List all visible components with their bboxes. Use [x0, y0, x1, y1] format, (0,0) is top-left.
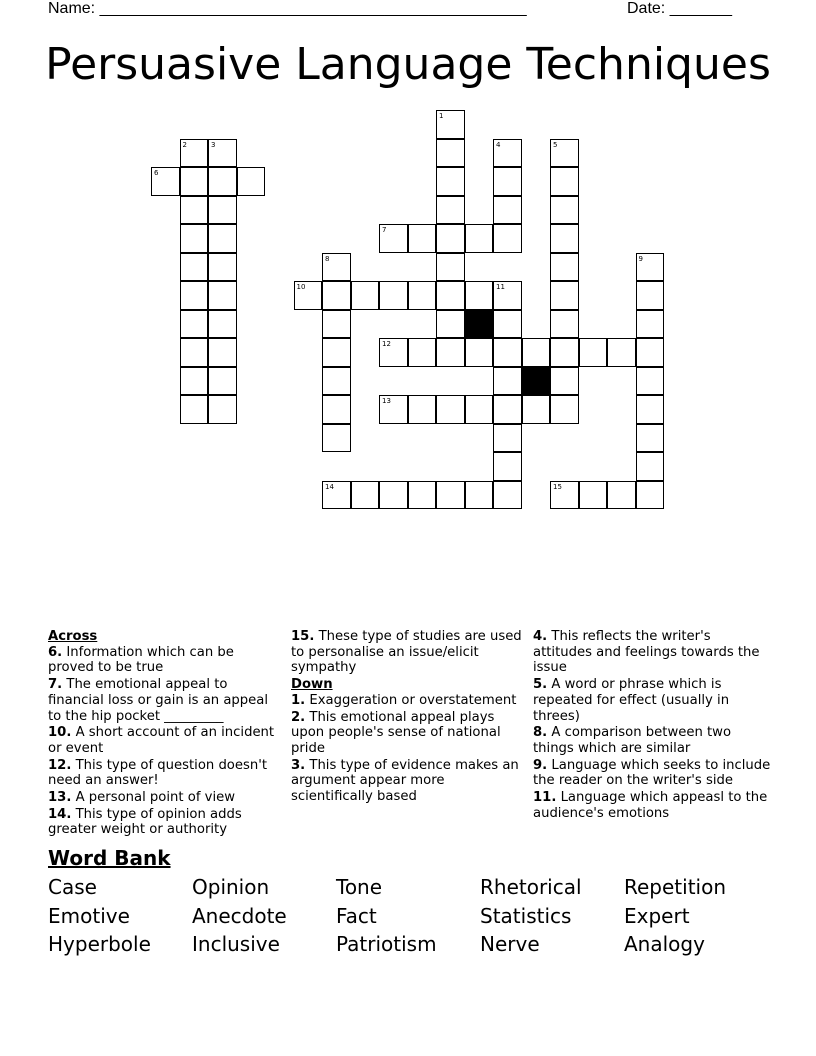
word-bank-word: Repetition	[624, 875, 727, 899]
clue-item: 12. This type of question doesn't need an answer!	[48, 757, 268, 789]
clue-number: 4	[496, 140, 501, 149]
grid-cell[interactable]	[436, 310, 465, 339]
grid-cell[interactable]	[180, 310, 209, 339]
clue-number: 15	[553, 482, 562, 491]
clue-column-1	[48, 629, 280, 839]
grid-cell[interactable]	[351, 481, 380, 510]
grid-cell[interactable]	[550, 367, 579, 396]
grid-cell[interactable]	[493, 281, 522, 310]
grid-cell[interactable]	[436, 253, 465, 282]
clue-item: 14. This type of opinion adds greater weight or authority	[48, 806, 242, 838]
grid-cell[interactable]	[493, 139, 522, 168]
grid-cell[interactable]	[493, 452, 522, 481]
grid-cell[interactable]	[436, 281, 465, 310]
grid-cell[interactable]	[493, 196, 522, 225]
grid-cell[interactable]	[379, 481, 408, 510]
grid-cell[interactable]	[322, 481, 351, 510]
word-bank-word: Inclusive	[192, 932, 280, 956]
grid-cell[interactable]	[436, 196, 465, 225]
word-bank-word: Expert	[624, 903, 690, 928]
grid-cell[interactable]	[522, 338, 551, 367]
across-heading: Across	[48, 629, 98, 644]
name-field[interactable]: Name: ________________________________________________	[48, 0, 527, 17]
word-bank-word: Rhetorical	[480, 875, 582, 899]
grid-cell[interactable]	[636, 395, 665, 424]
clue-item: 8. A comparison between two things which are similar	[533, 725, 732, 756]
grid-cell[interactable]	[436, 338, 465, 367]
grid-cell[interactable]	[636, 367, 665, 396]
page-title: Persuasive Language Techniques	[45, 39, 771, 90]
clue-item: 3. This type of evidence makes an argument appear more scientifically based	[291, 757, 519, 805]
clue-item: 5. A word or phrase which is repeated for effect (usually in threes)	[533, 677, 730, 724]
grid-cell[interactable]	[465, 224, 494, 253]
grid-cell[interactable]	[180, 224, 209, 253]
clue-column-2	[291, 629, 523, 806]
clue-item: 4. This reflects the writer's attitudes and feelings towards the issue	[533, 629, 760, 676]
grid-cell[interactable]	[436, 110, 465, 139]
grid-cell[interactable]	[208, 139, 237, 168]
grid-cell[interactable]	[408, 281, 437, 310]
grid-cell[interactable]	[579, 481, 608, 510]
grid-cell[interactable]	[322, 367, 351, 396]
grid-cell[interactable]	[322, 310, 351, 339]
clue-item: 7. The emotional appeal to financial loss or gain is an appeal to the hip pocket _________	[48, 677, 269, 724]
clue-item: 1. Exaggeration or overstatement	[291, 692, 517, 708]
grid-cell[interactable]	[579, 338, 608, 367]
grid-cell[interactable]	[636, 424, 665, 453]
grid-cell[interactable]	[436, 139, 465, 168]
word-bank-word: Case	[48, 875, 97, 899]
grid-cell[interactable]	[436, 224, 465, 253]
grid-cell[interactable]	[465, 481, 494, 510]
grid-cell[interactable]	[636, 338, 665, 367]
grid-cell[interactable]	[322, 338, 351, 367]
grid-cell[interactable]	[607, 481, 636, 510]
grid-cell[interactable]	[180, 281, 209, 310]
grid-cell[interactable]	[550, 395, 579, 424]
clue-item: 10. A short account of an incident or event	[48, 725, 275, 756]
word-bank-title: Word Bank	[48, 846, 171, 870]
grid-cell[interactable]	[493, 338, 522, 367]
grid-cell[interactable]	[208, 253, 237, 282]
clue-item: 2. This emotional appeal plays upon people's sense of national pride	[291, 709, 501, 756]
grid-cell[interactable]	[436, 395, 465, 424]
clue-number: 10	[296, 283, 306, 291]
grid-cell[interactable]	[208, 395, 237, 424]
grid-cell[interactable]	[465, 338, 494, 367]
word-bank-word: Nerve	[480, 932, 540, 956]
grid-cell[interactable]	[208, 310, 237, 339]
grid-cell[interactable]	[493, 310, 522, 339]
grid-cell[interactable]	[408, 224, 437, 253]
grid-cell[interactable]	[322, 424, 351, 453]
grid-cell[interactable]	[408, 481, 437, 510]
word-bank-word: Hyperbole	[48, 932, 151, 956]
grid-cell[interactable]	[208, 367, 237, 396]
grid-cell[interactable]	[408, 338, 437, 367]
clue-number: 11	[496, 283, 505, 291]
blocked-cell	[465, 310, 494, 339]
grid-cell[interactable]	[636, 310, 665, 339]
grid-cell[interactable]	[436, 481, 465, 510]
grid-cell[interactable]	[493, 424, 522, 453]
clue-number: 6	[154, 169, 159, 177]
grid-cell[interactable]	[180, 196, 209, 225]
grid-cell[interactable]	[550, 310, 579, 339]
clue-item: 6. Information which can be proved to be true	[48, 644, 234, 676]
grid-cell[interactable]	[636, 481, 665, 510]
grid-cell[interactable]	[180, 167, 209, 196]
grid-cell[interactable]	[208, 338, 237, 367]
word-bank-word: Anecdote	[192, 903, 287, 928]
clue-number: 13	[382, 397, 391, 405]
clue-item: 13. A personal point of view	[48, 790, 236, 806]
grid-cell[interactable]	[522, 395, 551, 424]
grid-cell[interactable]	[180, 139, 209, 168]
grid-cell[interactable]	[322, 281, 351, 310]
word-bank-word: Fact	[336, 903, 377, 928]
grid-cell[interactable]	[493, 395, 522, 424]
clue-number: 9	[638, 254, 643, 263]
grid-cell[interactable]	[379, 395, 408, 424]
grid-cell[interactable]	[550, 139, 579, 168]
word-bank-word: Patriotism	[336, 932, 437, 956]
grid-cell[interactable]	[550, 281, 579, 310]
clue-number: 5	[553, 140, 558, 149]
clue-number: 7	[382, 226, 387, 234]
word-bank-word: Emotive	[48, 903, 130, 928]
grid-cell[interactable]	[493, 367, 522, 396]
grid-cell[interactable]	[180, 338, 209, 367]
grid-cell[interactable]	[436, 167, 465, 196]
clue-column-3	[533, 629, 771, 822]
grid-cell[interactable]	[351, 281, 380, 310]
grid-cell[interactable]	[294, 281, 323, 310]
grid-cell[interactable]	[636, 281, 665, 310]
blocked-cell	[522, 367, 551, 396]
word-bank-word: Analogy	[624, 932, 705, 956]
grid-cell[interactable]	[493, 224, 522, 253]
word-bank-word: Tone	[336, 875, 383, 899]
grid-cell[interactable]	[151, 167, 180, 196]
grid-cell[interactable]	[636, 253, 665, 282]
grid-cell[interactable]	[607, 338, 636, 367]
grid-cell[interactable]	[636, 452, 665, 481]
grid-cell[interactable]	[208, 196, 237, 225]
grid-cell[interactable]	[322, 253, 351, 282]
clue-number: 1	[439, 112, 444, 120]
clue-number: 14	[325, 482, 334, 491]
grid-cell[interactable]	[550, 224, 579, 253]
grid-cell[interactable]	[208, 224, 237, 253]
grid-cell[interactable]	[379, 338, 408, 367]
grid-cell[interactable]	[493, 481, 522, 510]
grid-cell[interactable]	[550, 167, 579, 196]
date-field[interactable]: Date: _______	[627, 0, 732, 17]
grid-cell[interactable]	[550, 253, 579, 282]
clue-number: 12	[382, 340, 391, 348]
clue-item: 11. Language which appeasl to the audience's emotions	[533, 790, 768, 821]
grid-cell[interactable]	[465, 395, 494, 424]
grid-cell[interactable]	[322, 395, 351, 424]
word-bank-word: Statistics	[480, 903, 572, 928]
down-heading: Down	[291, 677, 333, 693]
grid-cell[interactable]	[550, 481, 579, 510]
grid-cell[interactable]	[379, 224, 408, 253]
clue-number: 3	[211, 140, 216, 149]
grid-cell[interactable]	[237, 167, 266, 196]
clue-number: 2	[182, 140, 187, 149]
clue-item: 15. These type of studies are used to personalise an issue/elicit sympathy	[291, 629, 522, 676]
grid-cell[interactable]	[493, 167, 522, 196]
grid-cell[interactable]	[465, 281, 494, 310]
grid-cell[interactable]	[379, 281, 408, 310]
clue-number: 8	[325, 254, 330, 263]
grid-cell[interactable]	[180, 367, 209, 396]
grid-cell[interactable]	[180, 395, 209, 424]
grid-cell[interactable]	[208, 281, 237, 310]
clue-item: 9. Language which seeks to include the reader on the writer's side	[533, 757, 771, 789]
grid-cell[interactable]	[180, 253, 209, 282]
grid-cell[interactable]	[550, 196, 579, 225]
grid-cell[interactable]	[550, 338, 579, 367]
grid-cell[interactable]	[408, 395, 437, 424]
word-bank-word: Opinion	[192, 875, 270, 899]
grid-cell[interactable]	[208, 167, 237, 196]
